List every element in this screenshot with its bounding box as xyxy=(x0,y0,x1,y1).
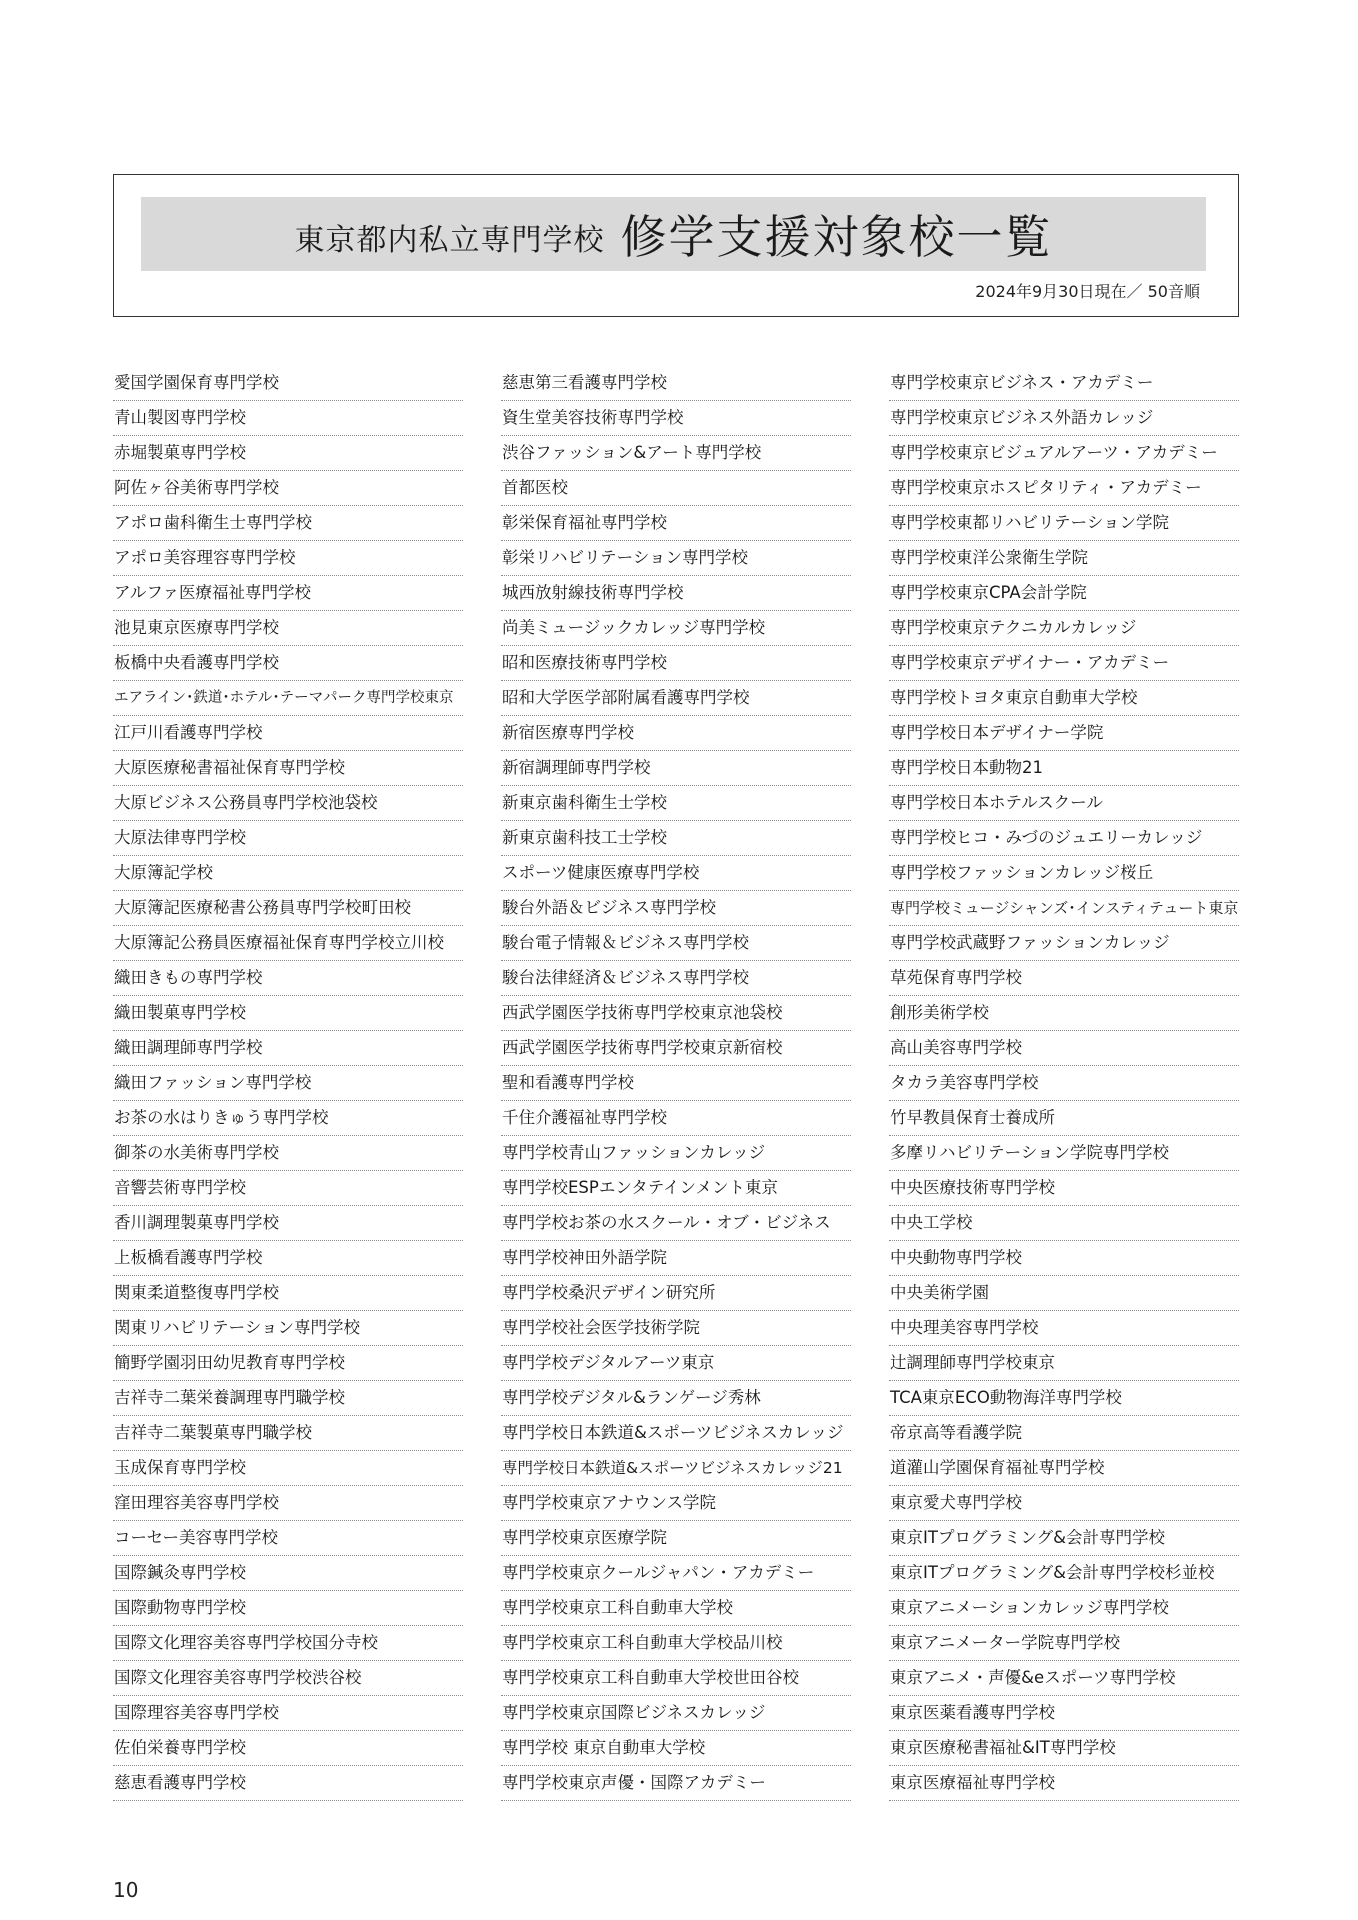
school-column-3 xyxy=(889,366,1239,1801)
school-list-item: 東京ITプログラミング&会計専門学校杉並校 xyxy=(889,1556,1239,1591)
school-list-item: 専門学校青山ファッションカレッジ xyxy=(501,1136,851,1171)
page-title: 修学支援対象校一覧 xyxy=(620,210,1053,264)
school-list-item: 中央工学校 xyxy=(889,1206,1239,1241)
school-list-item: 東京医療秘書福祉&IT専門学校 xyxy=(889,1731,1239,1766)
title-band xyxy=(141,197,1206,271)
school-list-item: 吉祥寺二葉製菓専門職学校 xyxy=(113,1416,463,1451)
school-list-item: 資生堂美容技術専門学校 xyxy=(501,401,851,436)
school-list-item: 専門学校お茶の水スクール・オブ・ビジネス xyxy=(501,1206,851,1241)
school-list-item: 関東柔道整復専門学校 xyxy=(113,1276,463,1311)
school-list-item: 国際文化理容美容専門学校渋谷校 xyxy=(113,1661,463,1696)
school-list-item: 織田きもの専門学校 xyxy=(113,961,463,996)
school-list-item: 草苑保育専門学校 xyxy=(889,961,1239,996)
school-list-item: 西武学園医学技術専門学校東京新宿校 xyxy=(501,1031,851,1066)
school-list-item: 新東京歯科衛生士学校 xyxy=(501,786,851,821)
school-list-item: 簡野学園羽田幼児教育専門学校 xyxy=(113,1346,463,1381)
school-list-item: 国際鍼灸専門学校 xyxy=(113,1556,463,1591)
school-list-item: 中央医療技術専門学校 xyxy=(889,1171,1239,1206)
school-list-item: 専門学校東都リハビリテーション学院 xyxy=(889,506,1239,541)
school-list-item: 慈恵看護専門学校 xyxy=(113,1766,463,1801)
school-list-item: 専門学校東京ビジネス外語カレッジ xyxy=(889,401,1239,436)
school-list-item: 音響芸術専門学校 xyxy=(113,1171,463,1206)
school-list-item: コーセー美容専門学校 xyxy=(113,1521,463,1556)
school-column-1 xyxy=(113,366,463,1801)
school-list-item: 東京アニメ・声優&eスポーツ専門学校 xyxy=(889,1661,1239,1696)
school-list-item: 専門学校ヒコ・みづのジュエリーカレッジ xyxy=(889,821,1239,856)
school-list-item: 江戸川看護専門学校 xyxy=(113,716,463,751)
school-list-item: 専門学校東京国際ビジネスカレッジ xyxy=(501,1696,851,1731)
school-list-item: 玉成保育専門学校 xyxy=(113,1451,463,1486)
school-list-item: 昭和大学医学部附属看護専門学校 xyxy=(501,681,851,716)
school-list-item: 高山美容専門学校 xyxy=(889,1031,1239,1066)
school-list-item: 青山製図専門学校 xyxy=(113,401,463,436)
school-list-item: 辻調理師専門学校東京 xyxy=(889,1346,1239,1381)
school-list-item: 専門学校東京工科自動車大学校 xyxy=(501,1591,851,1626)
school-list-item: 尚美ミュージックカレッジ専門学校 xyxy=(501,611,851,646)
school-list-item: 東京医療福祉専門学校 xyxy=(889,1766,1239,1801)
school-list-item: 関東リハビリテーション専門学校 xyxy=(113,1311,463,1346)
school-list-item: 大原医療秘書福祉保育専門学校 xyxy=(113,751,463,786)
school-list-item: 彰栄保育福祉専門学校 xyxy=(501,506,851,541)
school-list-item: 帝京高等看護学院 xyxy=(889,1416,1239,1451)
school-list-item: 慈恵第三看護専門学校 xyxy=(501,366,851,401)
school-list-item: 中央動物専門学校 xyxy=(889,1241,1239,1276)
school-list-item: 専門学校東京ホスピタリティ・アカデミー xyxy=(889,471,1239,506)
school-list-item: 東京アニメーター学院専門学校 xyxy=(889,1626,1239,1661)
school-list-item: 創形美術学校 xyxy=(889,996,1239,1031)
school-list-item: 専門学校桑沢デザイン研究所 xyxy=(501,1276,851,1311)
school-list-item: 首都医校 xyxy=(501,471,851,506)
school-list-item: 専門学校東京テクニカルカレッジ xyxy=(889,611,1239,646)
school-list-item: 板橋中央看護専門学校 xyxy=(113,646,463,681)
school-list-item: 御茶の水美術専門学校 xyxy=(113,1136,463,1171)
header-box xyxy=(113,174,1239,317)
school-list-item: 池見東京医療専門学校 xyxy=(113,611,463,646)
school-list-item: 聖和看護専門学校 xyxy=(501,1066,851,1101)
school-list-item: 専門学校ミュージシャンズ･インスティテュート東京 xyxy=(889,891,1239,926)
school-list-item: 新宿医療専門学校 xyxy=(501,716,851,751)
school-list-item: 新宿調理師専門学校 xyxy=(501,751,851,786)
school-list-item: 専門学校ESPエンタテインメント東京 xyxy=(501,1171,851,1206)
school-list-item: 千住介護福祉専門学校 xyxy=(501,1101,851,1136)
school-list-item: 専門学校神田外語学院 xyxy=(501,1241,851,1276)
school-list-item: 窪田理容美容専門学校 xyxy=(113,1486,463,1521)
school-list-item: 専門学校日本動物21 xyxy=(889,751,1239,786)
school-list-item: 専門学校東京工科自動車大学校品川校 xyxy=(501,1626,851,1661)
school-list-item: 専門学校東京声優・国際アカデミー xyxy=(501,1766,851,1801)
school-list-item: スポーツ健康医療専門学校 xyxy=(501,856,851,891)
school-list-item: 専門学校日本鉄道&スポーツビジネスカレッジ xyxy=(501,1416,851,1451)
school-list-item: 佐伯栄養専門学校 xyxy=(113,1731,463,1766)
school-list-item: 専門学校デジタルアーツ東京 xyxy=(501,1346,851,1381)
school-list-item: 彰栄リハビリテーション専門学校 xyxy=(501,541,851,576)
school-list-item: アポロ歯科衛生士専門学校 xyxy=(113,506,463,541)
school-list-item: 専門学校トヨタ東京自動車大学校 xyxy=(889,681,1239,716)
school-list-item: 国際文化理容美容専門学校国分寺校 xyxy=(113,1626,463,1661)
school-list-item: 専門学校東京クールジャパン・アカデミー xyxy=(501,1556,851,1591)
school-list-item: 駿台外語＆ビジネス専門学校 xyxy=(501,891,851,926)
school-list-item: 国際動物専門学校 xyxy=(113,1591,463,1626)
school-list-item: 専門学校ファッションカレッジ桜丘 xyxy=(889,856,1239,891)
school-list-item: 駿台電子情報＆ビジネス専門学校 xyxy=(501,926,851,961)
school-list-item: 西武学園医学技術専門学校東京池袋校 xyxy=(501,996,851,1031)
school-list-item: 香川調理製菓専門学校 xyxy=(113,1206,463,1241)
school-list-item: 専門学校 東京自動車大学校 xyxy=(501,1731,851,1766)
school-list-item: 大原ビジネス公務員専門学校池袋校 xyxy=(113,786,463,821)
school-list-item: エアライン･鉄道･ホテル･テーマパーク専門学校東京 xyxy=(113,681,463,716)
school-list-item: 中央理美容専門学校 xyxy=(889,1311,1239,1346)
school-list-item: 大原法律専門学校 xyxy=(113,821,463,856)
school-list-item: 国際理容美容専門学校 xyxy=(113,1696,463,1731)
school-list-item: 専門学校社会医学技術学院 xyxy=(501,1311,851,1346)
school-list-item: 専門学校東洋公衆衛生学院 xyxy=(889,541,1239,576)
school-list-item: 専門学校東京CPA会計学院 xyxy=(889,576,1239,611)
school-list-item: 東京医薬看護専門学校 xyxy=(889,1696,1239,1731)
school-list-item: 専門学校デジタル&ランゲージ秀林 xyxy=(501,1381,851,1416)
school-list-item: 専門学校東京デザイナー・アカデミー xyxy=(889,646,1239,681)
school-list-item: 赤堀製菓専門学校 xyxy=(113,436,463,471)
school-list-item: 大原簿記医療秘書公務員専門学校町田校 xyxy=(113,891,463,926)
school-list-item: TCA東京ECO動物海洋専門学校 xyxy=(889,1381,1239,1416)
school-list-item: 中央美術学園 xyxy=(889,1276,1239,1311)
school-list-item: アルファ医療福祉専門学校 xyxy=(113,576,463,611)
school-list-item: 織田製菓専門学校 xyxy=(113,996,463,1031)
school-list-item: 東京愛犬専門学校 xyxy=(889,1486,1239,1521)
school-list-item: 道灌山学園保育福祉専門学校 xyxy=(889,1451,1239,1486)
school-column-2 xyxy=(501,366,851,1801)
school-list-item: 昭和医療技術専門学校 xyxy=(501,646,851,681)
school-list-item: 東京アニメーションカレッジ専門学校 xyxy=(889,1591,1239,1626)
school-list-item: 専門学校日本鉄道&スポーツビジネスカレッジ21 xyxy=(501,1451,851,1486)
school-list-item: 専門学校日本デザイナー学院 xyxy=(889,716,1239,751)
date-subtitle: 2024年9月30日現在／ 50音順 xyxy=(975,282,1200,301)
school-list-item: 城西放射線技術専門学校 xyxy=(501,576,851,611)
school-list-item: 東京ITプログラミング&会計専門学校 xyxy=(889,1521,1239,1556)
school-list-item: 大原簿記公務員医療福祉保育専門学校立川校 xyxy=(113,926,463,961)
school-list-item: 多摩リハビリテーション学院専門学校 xyxy=(889,1136,1239,1171)
school-list-item: 阿佐ヶ谷美術専門学校 xyxy=(113,471,463,506)
school-list-item: 愛国学園保育専門学校 xyxy=(113,366,463,401)
title-prefix: 東京都内私立専門学校 xyxy=(294,223,605,258)
school-list-item: 織田調理師専門学校 xyxy=(113,1031,463,1066)
school-list-item: 駿台法律経済＆ビジネス専門学校 xyxy=(501,961,851,996)
school-list-item: アポロ美容理容専門学校 xyxy=(113,541,463,576)
school-list-item: 専門学校東京工科自動車大学校世田谷校 xyxy=(501,1661,851,1696)
page-number: 10 xyxy=(113,1878,139,1902)
school-list-item: 専門学校東京医療学院 xyxy=(501,1521,851,1556)
school-list-item: 専門学校東京ビジネス・アカデミー xyxy=(889,366,1239,401)
school-list-item: 専門学校東京ビジュアルアーツ・アカデミー xyxy=(889,436,1239,471)
school-list-item: 専門学校日本ホテルスクール xyxy=(889,786,1239,821)
school-list-item: 渋谷ファッション&アート専門学校 xyxy=(501,436,851,471)
school-list-item: お茶の水はりきゅう専門学校 xyxy=(113,1101,463,1136)
school-list-item: 専門学校東京アナウンス学院 xyxy=(501,1486,851,1521)
school-list-item: タカラ美容専門学校 xyxy=(889,1066,1239,1101)
school-list-item: 竹早教員保育士養成所 xyxy=(889,1101,1239,1136)
school-list-item: 吉祥寺二葉栄養調理専門職学校 xyxy=(113,1381,463,1416)
school-list-item: 新東京歯科技工士学校 xyxy=(501,821,851,856)
school-list-item: 織田ファッション専門学校 xyxy=(113,1066,463,1101)
school-list-item: 上板橋看護専門学校 xyxy=(113,1241,463,1276)
school-list-item: 大原簿記学校 xyxy=(113,856,463,891)
school-list-item: 専門学校武蔵野ファッションカレッジ xyxy=(889,926,1239,961)
